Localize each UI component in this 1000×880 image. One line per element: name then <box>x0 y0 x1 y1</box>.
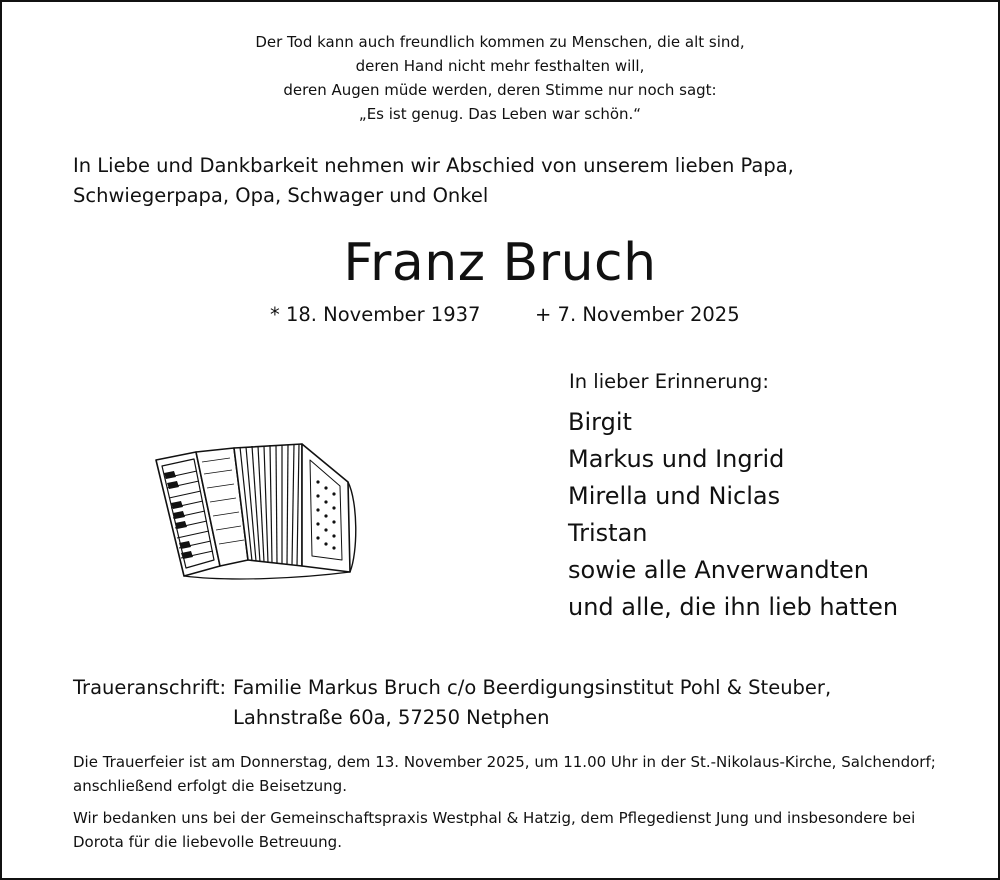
survivors-list <box>568 404 898 626</box>
poem-line: deren Augen müde werden, deren Stimme nur noch sagt: <box>283 81 717 99</box>
poem-line: „Es ist genug. Das Leben war schön.“ <box>358 105 642 123</box>
survivor-name: Tristan <box>568 519 648 547</box>
thanks-note: Wir bedanken uns bei der Gemeinschaftspraxis Westphal & Hatzig, dem Pflegedienst Jung und insbesondere bei Dorota für die liebevolle Betreuung. <box>73 809 916 851</box>
survivor-name: Mirella und Niclas <box>568 482 781 510</box>
deceased-name: Franz Bruch <box>343 233 657 293</box>
survivor-name: sowie alle Anverwandten <box>568 556 869 584</box>
address-line-2: Lahnstraße 60a, 57250 Netphen <box>233 706 550 729</box>
mourning-address <box>73 673 831 733</box>
death-date: + 7. November 2025 <box>535 303 740 326</box>
address-label: Traueranschrift: <box>73 676 227 699</box>
memory-label: In lieber Erinnerung: <box>569 370 769 393</box>
birth-date: * 18. November 1937 <box>270 303 481 326</box>
accordion-icon <box>152 442 362 582</box>
survivor-name: und alle, die ihn lieb hatten <box>568 593 899 621</box>
poem-line: Der Tod kann auch freundlich kommen zu Menschen, die alt sind, <box>255 33 745 51</box>
funeral-note: Die Trauerfeier ist am Donnerstag, dem 13. November 2025, um 11.00 Uhr in der St.-Nikolaus-Kirche, Salchendorf; anschließend erfolgt die Beisetzung. <box>73 753 936 795</box>
survivor-name: Markus und Ingrid <box>568 445 785 473</box>
intro-text: In Liebe und Dankbarkeit nehmen wir Abschied von unserem lieben Papa, Schwiegerpapa, Opa, Schwager und Onkel <box>73 154 794 207</box>
survivor-name: Birgit <box>568 408 632 436</box>
poem <box>2 30 998 126</box>
poem-line: deren Hand nicht mehr festhalten will, <box>355 57 645 75</box>
notes <box>73 750 953 862</box>
address-line-1: Familie Markus Bruch c/o Beerdigungsinstitut Pohl & Steuber, <box>233 676 832 699</box>
